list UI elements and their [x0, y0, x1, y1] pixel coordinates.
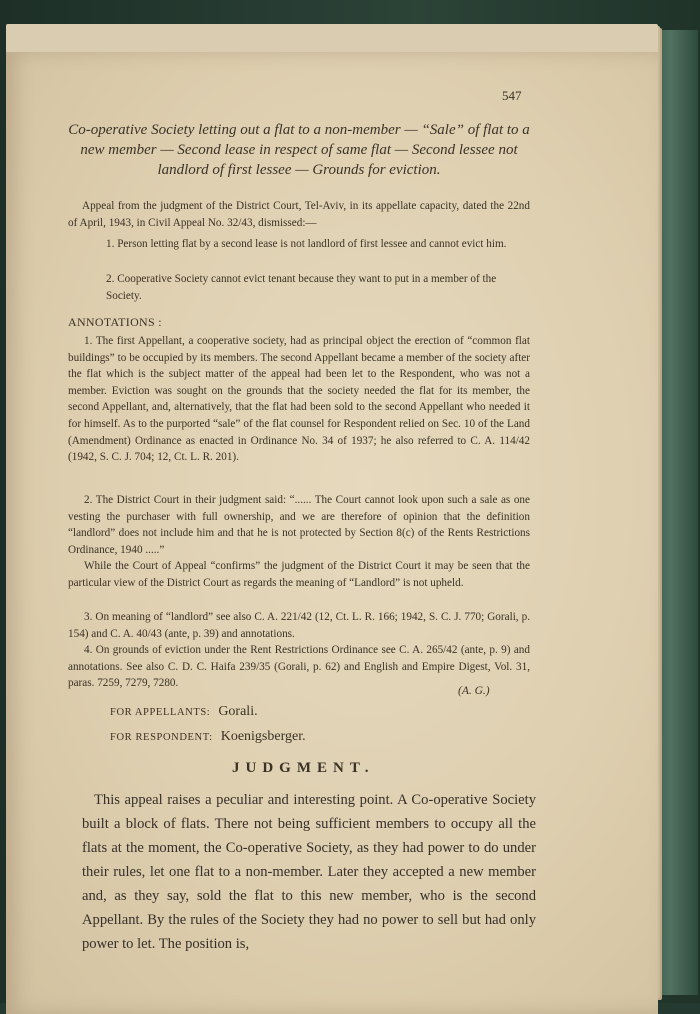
annotation-2: 2. The District Court in their judgment said: “...... The Court cannot look upon such a sale as one vesting the purchaser with full ownership, and we are therefore of opinion that the definition “landlord” does not include him and that he is not protected by Section 8(c) of the Rents Restrictions Ordinance, 1940 .....” [68, 494, 530, 556]
annotator-initials: (A. G.) [458, 685, 490, 697]
page-number: 547 [502, 88, 522, 103]
judgment-heading: JUDGMENT. [232, 760, 375, 776]
annotation-3: 3. On meaning of “landlord” see also C. A. 221/42 (12, Ct. L. R. 166; 1942, S. C. J. 770; Gorali, p. 154) and C. A. 40/43 (ante, p. 39) and annotations. [68, 611, 530, 640]
judgment-body: This appeal raises a peculiar and interesting point. A Co-operative Society built a block of flats. There not being sufficient members to occupy all the flats at the moment, the Co-operative Society, as they had power to do under their rules, let one flat to a non-member. Later they accepted a new member and, as they say, sold the flat to this new member, who is the second Appellant. By the rules of the Society they had no power to sell but had only power to let. The position is, [82, 792, 536, 952]
annotation-2-continued: While the Court of Appeal “confirms” the judgment of the District Court it may be seen that the particular view of the District Court as regards the meaning of “Landlord” is not upheld. [68, 560, 530, 589]
counsel-appellants-label: FOR APPELLANTS: [110, 707, 211, 718]
counsel-respondent-name: Koenigsberger. [220, 729, 306, 744]
document-page [6, 52, 658, 1014]
annotation-1: 1. The first Appellant, a cooperative society, had as principal object the erection of “common flat buildings” to be occupied by its members. The second Appellant became a member of the society after the flat which is the subject matter of the appeal had been let to the Respondent, who was not a member. Eviction was sought on the grounds that the society needed the flat for its member, the second Appellant, and, alternatively, that the flat had been sold to the second Appellant who needed it for himself. As to the purported “sale” of the flat counsel for Respondent relied on Sec. 10 of the Land (Amendment) Ordinance as enacted in Ordinance No. 34 of 1937; he also referred to C. A. 114/42 (1942, S. C. J. 704; 12, Ct. L. R. 201). [68, 335, 530, 464]
counsel-appellants-name: Gorali. [218, 704, 258, 719]
counsel-respondent-label: FOR RESPONDENT: [110, 732, 213, 743]
held-point-2: 2. Cooperative Society cannot evict tenant because they want to put in a member of the Society. [106, 273, 497, 302]
annotations-heading: ANNOTATIONS : [68, 315, 162, 329]
counsel-appellants [110, 704, 258, 720]
annotation-4: 4. On grounds of eviction under the Rent Restrictions Ordinance see C. A. 265/42 (ante, p. 9) and annotations. See also C. D. C. Haifa 239/35 (Gorali, p. 62) and English and Empire Digest, Vol. 31, paras. 7259, 7279, 7280. [68, 644, 530, 690]
page-stack [6, 24, 658, 996]
headnote: Co-operative Society letting out a flat to a non-member — “Sale” of flat to a new member — Second lease in respect of same flat — Second lessee not landlord of first lessee — Grounds for eviction. [68, 122, 530, 178]
case-summary: Appeal from the judgment of the District Court, Tel-Aviv, in its appellate capacity, dated the 22nd of April, 1943, in Civil Appeal No. 32/43, dismissed:— [68, 200, 530, 229]
counsel-respondent [110, 729, 306, 745]
held-point-1: 1. Person letting flat by a second lease is not landlord of first lessee and cannot evict him. [106, 238, 507, 250]
